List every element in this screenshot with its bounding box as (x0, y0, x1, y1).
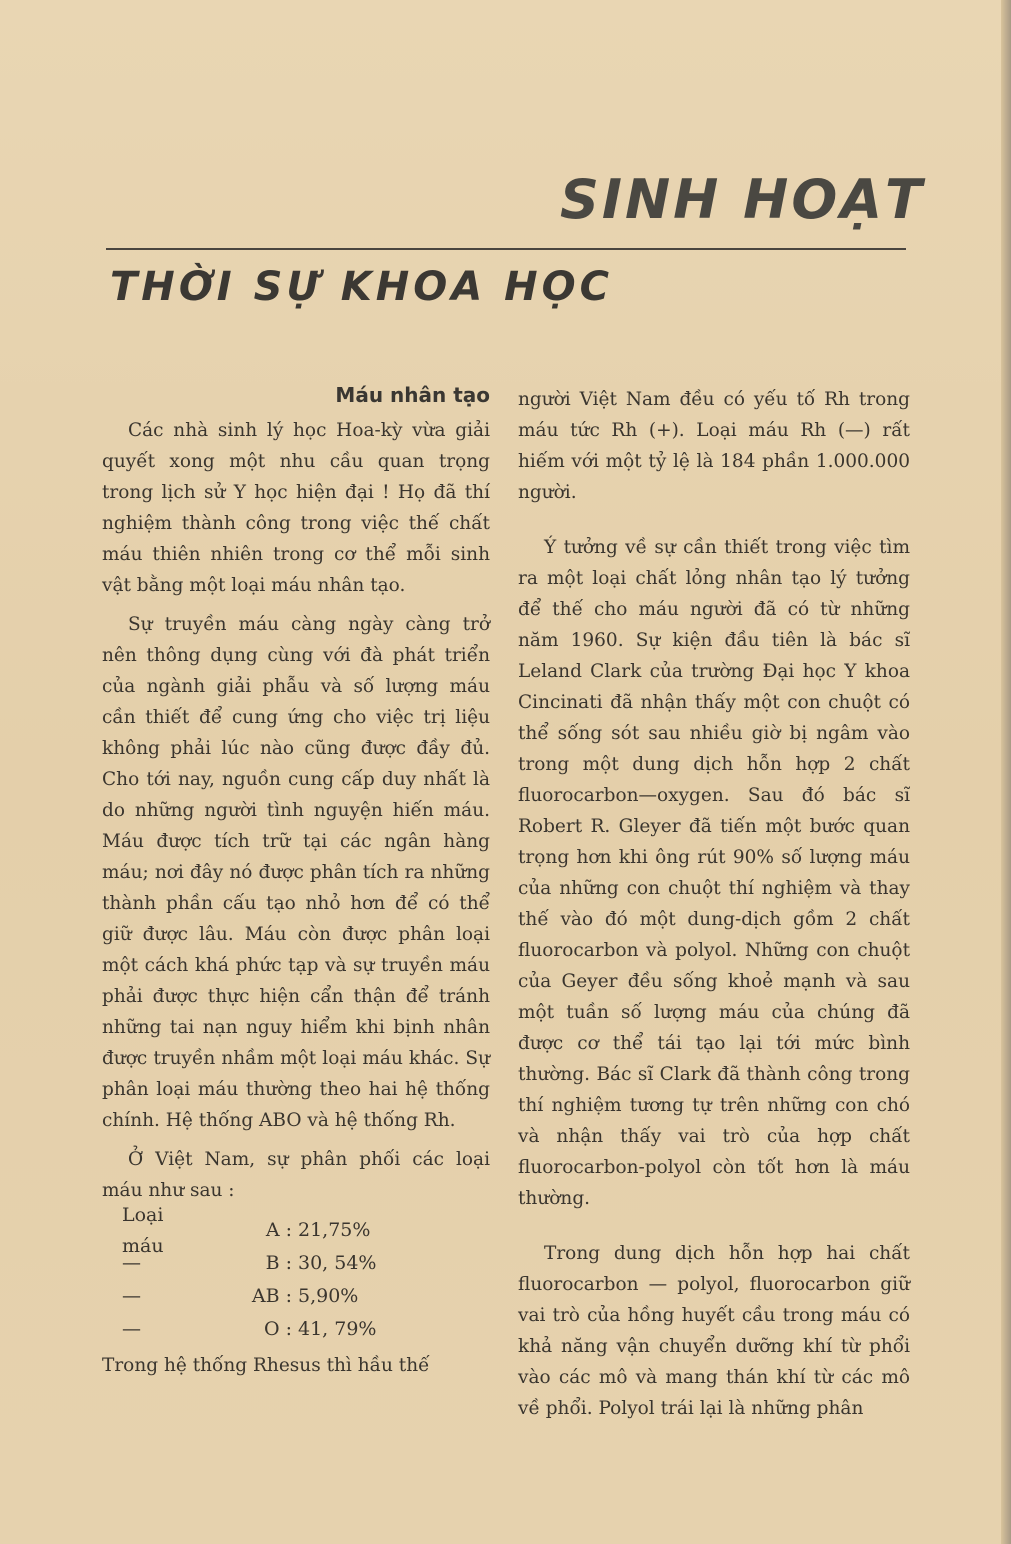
header-rule (106, 248, 906, 250)
blood-type-value: 41, 79% (298, 1318, 377, 1340)
paragraph: Các nhà sinh lý học Hoa-kỳ vừa giải quyết xong một nhu cầu quan trọng trong lịch sử Y học hiện đại ! Họ đã thí nghiệm thành công trong việc thế chất máu thiên nhiên trong cơ thể mỗi sinh vật bằng một loại máu nhân tạo. (102, 420, 490, 596)
blood-type-label: O : (263, 1318, 292, 1340)
blood-type-row (122, 1313, 490, 1346)
paragraph: Trong hệ thống Rhesus thì hầu thế (102, 1355, 430, 1376)
paragraph: Trong dung dịch hỗn hợp hai chất fluorocarbon — polyol, fluorocarbon giữ vai trò của hồng huyết cầu trong máu có khả năng vận chuyển dưỡng khí từ phổi vào các mô và mang thán khí từ các mô về phổi. Polyol trái lại là những phân (518, 1243, 910, 1419)
column-banner: THỜI SỰ KHOA HỌC (110, 264, 613, 310)
blood-type-prefix: — (122, 1318, 141, 1340)
left-column (102, 380, 490, 1381)
paragraph: người Việt Nam đều có yếu tố Rh trong máu tức Rh (+). Loại máu Rh (—) rất hiếm với một tỷ lệ là 184 phần 1.000.000 người. (518, 389, 910, 503)
page-edge (1001, 0, 1011, 1544)
section-heading: SINH HOẠT (560, 168, 925, 231)
blood-type-row (122, 1247, 490, 1280)
blood-type-value: 30, 54% (298, 1252, 377, 1274)
blood-type-value: 5,90% (298, 1285, 359, 1307)
article-title: Máu nhân tạo (335, 383, 490, 407)
blood-type-label: AB : (251, 1285, 292, 1307)
right-column (518, 384, 910, 1424)
blood-type-prefix: — (122, 1285, 141, 1307)
blood-type-list (122, 1203, 490, 1346)
paragraph: Ý tưởng về sự cần thiết trong việc tìm ra một loại chất lỏng nhân tạo lý tưởng để thế cho máu người đã có từ những năm 1960. Sự kiện đầu tiên là bác sĩ Leland Clark của trường Đại học Y khoa Cincinati đã nhận thấy một con chuột có thể sống sót sau nhiều giờ bị ngâm vào trong một dung dịch hỗn hợp 2 chất fluorocarbon—oxygen. Sau đó bác sĩ Robert R. Gleyer đã tiến một bước quan trọng hơn khi ông rút 90% số lượng máu của những con chuột thí nghiệm và thay thế vào đó một dung-dịch gồm 2 chất fluorocarbon và polyol. Những con chuột của Geyer đều sống khoẻ mạnh và sau một tuần số lượng máu của chúng đã được cơ thể tái tạo lại tới mức bình thường. Bác sĩ Clark đã thành công trong thí nghiệm tương tự trên những con chó và nhận thấy vai trò của hợp chất fluorocarbon-polyol còn tốt hơn là máu thường. (518, 537, 910, 1209)
blood-type-prefix: Loại máu (122, 1203, 164, 1257)
paragraph: Sự truyền máu càng ngày càng trở nên thông dụng cùng với đà phát triển của ngành giải phẫu và số lượng máu cần thiết để cung ứng cho việc trị liệu không phải lúc nào cũng được đầy đủ. Cho tới nay, nguồn cung cấp duy nhất là do những người tình nguyện hiến máu. Máu được tích trữ tại các ngân hàng máu; nơi đây nó được phân tích ra những thành phần cấu tạo nhỏ hơn để có thể giữ được lâu. Máu còn được phân loại một cách khá phức tạp và sự truyền máu phải được thực hiện cẩn thận để tránh những tai nạn nguy hiểm khi bịnh nhân được truyền nhầm một loại máu khác. Sự phân loại máu thường theo hai hệ thống chính. Hệ thống ABO và hệ thống Rh. (102, 614, 490, 1131)
blood-type-prefix: — (122, 1252, 141, 1274)
blood-type-label: B : (265, 1252, 292, 1274)
blood-type-row (122, 1203, 490, 1257)
blood-type-value: 21,75% (298, 1219, 371, 1241)
blood-type-label: A : (265, 1219, 292, 1241)
paragraph: Ở Việt Nam, sự phân phối các loại máu như sau : (102, 1149, 490, 1201)
blood-type-row (122, 1280, 490, 1313)
